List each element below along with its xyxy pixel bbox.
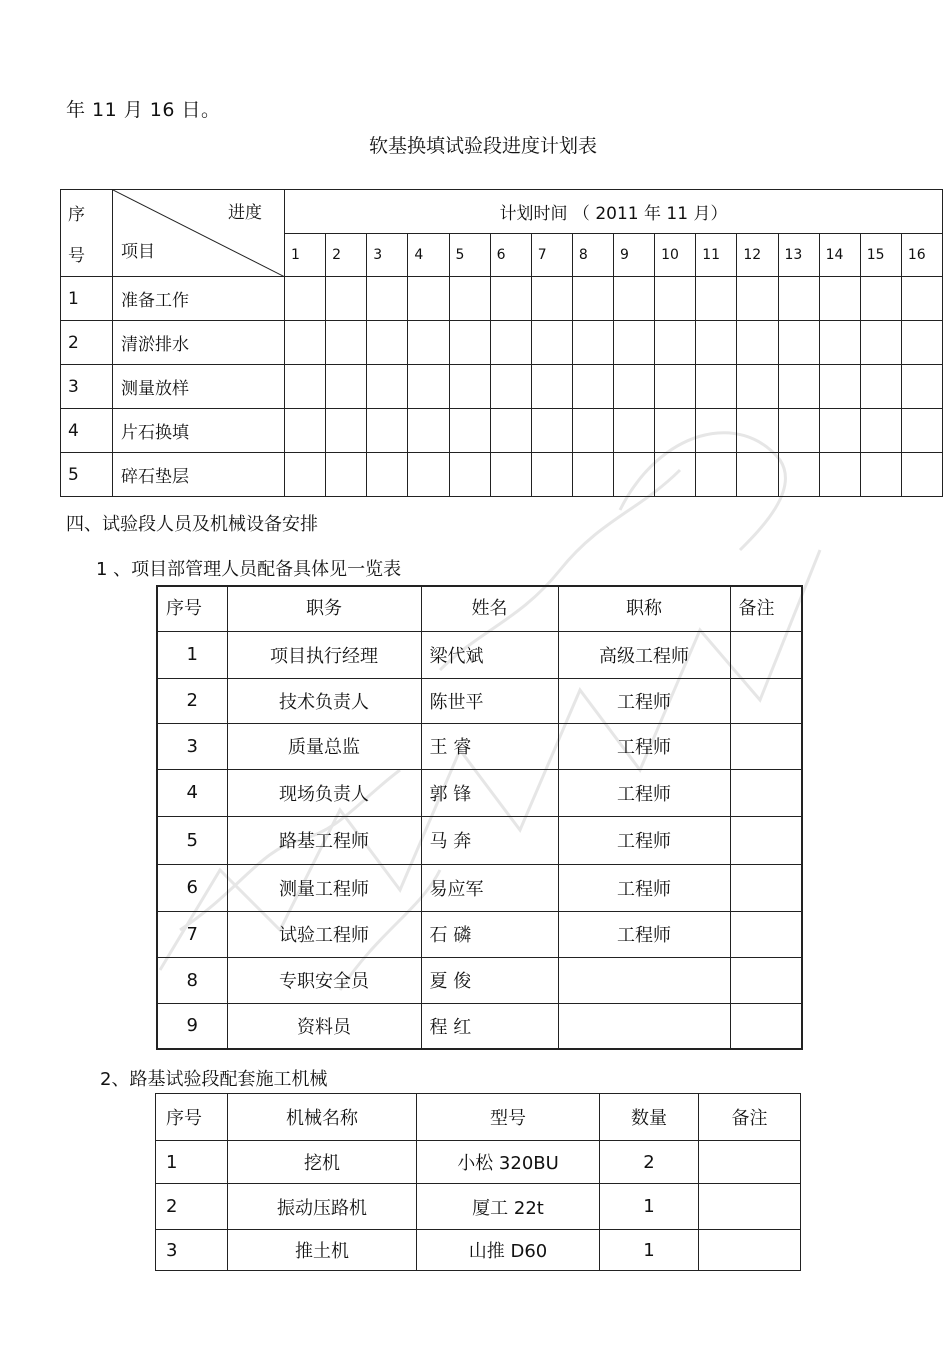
staff-row-name: 陈世平 (421, 678, 558, 723)
staff-row (157, 1003, 802, 1049)
schedule-row-number: 4 (61, 409, 113, 453)
schedule-day-cell (696, 277, 737, 321)
staff-header-note: 备注 (730, 586, 802, 631)
staff-row-position: 项目执行经理 (227, 631, 421, 678)
schedule-day-cell (367, 453, 408, 497)
schedule-row-item: 准备工作 (113, 277, 285, 321)
staff-row-title: 工程师 (558, 678, 730, 723)
machine-row-qty: 1 (600, 1230, 699, 1271)
schedule-day-cell (614, 321, 655, 365)
staff-row (157, 631, 802, 678)
schedule-day-cell (614, 365, 655, 409)
schedule-day-cell (737, 409, 778, 453)
schedule-day-cell (655, 453, 696, 497)
staff-header-seq: 序号 (157, 586, 227, 631)
schedule-day-cell (737, 365, 778, 409)
staff-row-note (730, 864, 802, 911)
schedule-day-cell (449, 277, 490, 321)
machine-table (155, 1093, 801, 1271)
machine-row (156, 1141, 801, 1184)
schedule-day-cell (901, 321, 942, 365)
staff-row (157, 911, 802, 957)
schedule-day-cell (778, 453, 819, 497)
day-header-cell: 4 (408, 234, 449, 277)
machine-row-number: 2 (156, 1184, 228, 1230)
schedule-row-number: 5 (61, 453, 113, 497)
schedule-day-cell (819, 409, 860, 453)
machine-header-qty: 数量 (600, 1094, 699, 1141)
diagonal-header-cell (113, 190, 285, 277)
staff-row-note (730, 631, 802, 678)
staff-row-position: 质量总监 (227, 723, 421, 769)
machine-row-model: 厦工 22t (417, 1184, 600, 1230)
staff-row-note (730, 1003, 802, 1049)
staff-row-title: 工程师 (558, 723, 730, 769)
staff-row-note (730, 957, 802, 1003)
schedule-day-cell (367, 277, 408, 321)
machine-row-name: 推土机 (228, 1230, 417, 1271)
schedule-day-cell (326, 453, 367, 497)
schedule-day-cell (531, 365, 572, 409)
schedule-day-cell (408, 321, 449, 365)
staff-row-position: 试验工程师 (227, 911, 421, 957)
schedule-day-cell (737, 321, 778, 365)
schedule-day-cell (572, 321, 613, 365)
schedule-day-cell (614, 277, 655, 321)
staff-row-name: 易应军 (421, 864, 558, 911)
schedule-day-cell (819, 453, 860, 497)
schedule-day-cell (860, 277, 901, 321)
schedule-row (61, 321, 943, 365)
staff-row-position: 技术负责人 (227, 678, 421, 723)
schedule-day-cell (531, 321, 572, 365)
machine-row (156, 1230, 801, 1271)
schedule-day-cell (572, 277, 613, 321)
staff-row (157, 957, 802, 1003)
machine-row-note (699, 1230, 801, 1271)
machine-row-qty: 1 (600, 1184, 699, 1230)
staff-row-number: 7 (157, 911, 227, 957)
machine-header-name: 机械名称 (228, 1094, 417, 1141)
schedule-day-cell (408, 277, 449, 321)
schedule-row (61, 453, 943, 497)
machine-table-heading: 2、路基试验段配套施工机械 (100, 1069, 328, 1090)
staff-table-heading: 1 、项目部管理人员配备具体见一览表 (96, 559, 402, 580)
day-header-cell: 7 (531, 234, 572, 277)
schedule-day-cell (696, 453, 737, 497)
machine-header-row (156, 1094, 801, 1141)
staff-row-number: 9 (157, 1003, 227, 1049)
schedule-day-cell (614, 453, 655, 497)
schedule-day-cell (285, 365, 326, 409)
staff-header-title: 职称 (558, 586, 730, 631)
schedule-day-cell (901, 277, 942, 321)
staff-row-note (730, 816, 802, 864)
staff-row-title: 工程师 (558, 816, 730, 864)
day-header-cell: 3 (367, 234, 408, 277)
schedule-day-cell (490, 365, 531, 409)
schedule-day-cell (490, 277, 531, 321)
day-header-cell: 6 (490, 234, 531, 277)
schedule-day-cell (531, 409, 572, 453)
machine-header-model: 型号 (417, 1094, 600, 1141)
machine-header-seq: 序号 (156, 1094, 228, 1141)
staff-row-name: 夏 俊 (421, 957, 558, 1003)
staff-row (157, 678, 802, 723)
schedule-day-cell (531, 453, 572, 497)
day-header-cell: 11 (696, 234, 737, 277)
schedule-row-number: 2 (61, 321, 113, 365)
staff-row-name: 王 睿 (421, 723, 558, 769)
staff-row-note (730, 678, 802, 723)
schedule-day-cell (490, 409, 531, 453)
schedule-day-cell (696, 365, 737, 409)
staff-row-name: 程 红 (421, 1003, 558, 1049)
day-header-cell: 14 (819, 234, 860, 277)
day-header-cell: 9 (614, 234, 655, 277)
schedule-day-cell (367, 409, 408, 453)
day-header-cell: 10 (655, 234, 696, 277)
staff-row-note (730, 723, 802, 769)
schedule-day-cell (572, 365, 613, 409)
schedule-day-cell (696, 409, 737, 453)
day-header-cell: 13 (778, 234, 819, 277)
schedule-day-cell (860, 321, 901, 365)
staff-row-position: 测量工程师 (227, 864, 421, 911)
schedule-day-cell (737, 453, 778, 497)
staff-row-title (558, 957, 730, 1003)
staff-row-position: 路基工程师 (227, 816, 421, 864)
staff-row-note (730, 769, 802, 816)
schedule-day-cell (449, 365, 490, 409)
staff-row-title: 工程师 (558, 769, 730, 816)
intro-date-line: 年 11 月 16 日。 (66, 99, 221, 121)
staff-row-number: 8 (157, 957, 227, 1003)
staff-header-row (157, 586, 802, 631)
schedule-day-cell (449, 453, 490, 497)
machine-row-model: 山推 D60 (417, 1230, 600, 1271)
machine-row-number: 3 (156, 1230, 228, 1271)
schedule-row-item: 清淤排水 (113, 321, 285, 365)
staff-header-position: 职务 (227, 586, 421, 631)
machine-header-note: 备注 (699, 1094, 801, 1141)
day-header-cell: 1 (285, 234, 326, 277)
schedule-day-cell (819, 365, 860, 409)
staff-row-number: 5 (157, 816, 227, 864)
day-header-cell: 15 (860, 234, 901, 277)
staff-row (157, 864, 802, 911)
machine-row-note (699, 1184, 801, 1230)
schedule-row (61, 365, 943, 409)
staff-row-note (730, 911, 802, 957)
schedule-day-cell (449, 409, 490, 453)
schedule-day-cell (531, 277, 572, 321)
staff-row-name: 梁代斌 (421, 631, 558, 678)
day-header-cell: 12 (737, 234, 778, 277)
machine-row-model: 小松 320BU (417, 1141, 600, 1184)
schedule-day-cell (490, 453, 531, 497)
schedule-day-cell (408, 453, 449, 497)
staff-row-name: 石 磷 (421, 911, 558, 957)
machine-row-note (699, 1141, 801, 1184)
schedule-day-cell (819, 321, 860, 365)
schedule-day-cell (901, 409, 942, 453)
schedule-day-cell (408, 409, 449, 453)
schedule-day-cell (655, 409, 696, 453)
section-4-heading: 四、试验段人员及机械设备安排 (66, 514, 318, 535)
schedule-day-cell (285, 453, 326, 497)
schedule-day-cell (367, 365, 408, 409)
schedule-day-cell (778, 409, 819, 453)
staff-row-title: 高级工程师 (558, 631, 730, 678)
schedule-row-item: 测量放样 (113, 365, 285, 409)
plan-time-header: 计划时间 （ 2011 年 11 月） (285, 190, 943, 234)
schedule-row (61, 277, 943, 321)
staff-row-title (558, 1003, 730, 1049)
schedule-day-cell (860, 453, 901, 497)
schedule-day-cell (326, 409, 367, 453)
schedule-row-number: 1 (61, 277, 113, 321)
schedule-title: 软基换填试验段进度计划表 (368, 135, 597, 157)
staff-row-number: 2 (157, 678, 227, 723)
staff-row (157, 723, 802, 769)
machine-row-qty: 2 (600, 1141, 699, 1184)
day-header-cell: 2 (326, 234, 367, 277)
seq-header-cell (61, 190, 113, 277)
schedule-day-cell (285, 277, 326, 321)
schedule-day-cell (819, 277, 860, 321)
schedule-day-cell (696, 321, 737, 365)
schedule-row (61, 409, 943, 453)
item-header-label: 项目 (121, 242, 155, 262)
schedule-day-cell (655, 365, 696, 409)
machine-row (156, 1184, 801, 1230)
day-header-cell: 5 (449, 234, 490, 277)
staff-row-title: 工程师 (558, 911, 730, 957)
schedule-day-cell (572, 409, 613, 453)
schedule-day-cell (778, 365, 819, 409)
schedule-day-cell (901, 365, 942, 409)
machine-row-name: 振动压路机 (228, 1184, 417, 1230)
schedule-day-cell (655, 321, 696, 365)
schedule-day-cell (285, 321, 326, 365)
machine-row-number: 1 (156, 1141, 228, 1184)
staff-row (157, 816, 802, 864)
staff-table (156, 585, 803, 1050)
schedule-day-cell (408, 365, 449, 409)
schedule-day-cell (367, 321, 408, 365)
schedule-day-cell (572, 453, 613, 497)
schedule-table (60, 189, 943, 497)
seq-header-line1: 序 (68, 205, 85, 225)
machine-row-name: 挖机 (228, 1141, 417, 1184)
staff-row-name: 郭 锋 (421, 769, 558, 816)
schedule-day-cell (614, 409, 655, 453)
staff-row-number: 1 (157, 631, 227, 678)
schedule-row-number: 3 (61, 365, 113, 409)
schedule-day-cell (326, 321, 367, 365)
schedule-day-cell (326, 365, 367, 409)
schedule-day-cell (490, 321, 531, 365)
progress-header-label: 进度 (228, 203, 262, 223)
staff-row-number: 4 (157, 769, 227, 816)
staff-row-position: 现场负责人 (227, 769, 421, 816)
schedule-day-cell (860, 409, 901, 453)
day-header-cell: 8 (572, 234, 613, 277)
schedule-day-cell (449, 321, 490, 365)
staff-row-number: 6 (157, 864, 227, 911)
day-header-cell: 16 (901, 234, 942, 277)
staff-row (157, 769, 802, 816)
schedule-day-cell (737, 277, 778, 321)
schedule-row-item: 片石换填 (113, 409, 285, 453)
staff-row-name: 马 奔 (421, 816, 558, 864)
schedule-day-cell (778, 321, 819, 365)
staff-row-position: 资料员 (227, 1003, 421, 1049)
seq-header-line2: 号 (68, 246, 85, 266)
staff-row-position: 专职安全员 (227, 957, 421, 1003)
schedule-day-cell (326, 277, 367, 321)
staff-header-name: 姓名 (421, 586, 558, 631)
staff-row-title: 工程师 (558, 864, 730, 911)
schedule-row-item: 碎石垫层 (113, 453, 285, 497)
schedule-day-cell (285, 409, 326, 453)
schedule-day-cell (901, 453, 942, 497)
schedule-day-cell (655, 277, 696, 321)
schedule-day-cell (860, 365, 901, 409)
schedule-day-cell (778, 277, 819, 321)
staff-row-number: 3 (157, 723, 227, 769)
